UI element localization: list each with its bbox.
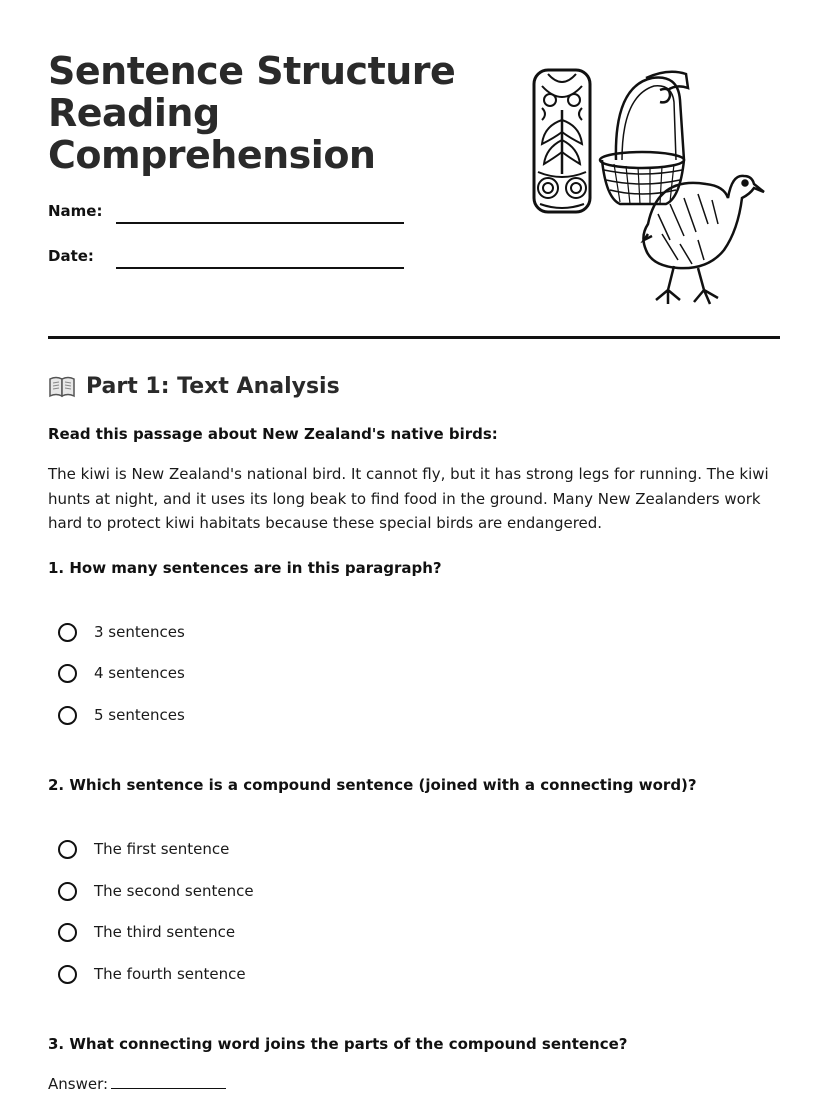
q1-option-1[interactable] bbox=[58, 620, 185, 644]
radio-button[interactable] bbox=[58, 706, 77, 725]
option-label: 3 sentences bbox=[94, 623, 185, 641]
radio-button[interactable] bbox=[58, 840, 77, 859]
answer-blank-line[interactable] bbox=[111, 1074, 226, 1089]
date-label: Date: bbox=[48, 247, 94, 265]
carved-pou-icon bbox=[534, 70, 590, 212]
title-line-2: Reading bbox=[48, 91, 220, 135]
book-icon bbox=[48, 375, 76, 399]
q2-option-2[interactable] bbox=[58, 879, 254, 903]
radio-button[interactable] bbox=[58, 882, 77, 901]
date-line[interactable] bbox=[116, 267, 404, 269]
part1-heading bbox=[48, 374, 340, 399]
answer-label: Answer: bbox=[48, 1075, 109, 1093]
q2-option-3[interactable] bbox=[58, 920, 235, 944]
radio-button[interactable] bbox=[58, 623, 77, 642]
option-label: The first sentence bbox=[94, 840, 230, 858]
kiwi-bird-icon bbox=[643, 176, 764, 304]
option-label: The fourth sentence bbox=[94, 965, 246, 983]
radio-button[interactable] bbox=[58, 965, 77, 984]
reading-passage: The kiwi is New Zealand's national bird. It cannot fly, but it has strong legs for running. The kiwi hunts at night, and it uses its long beak to find food in the ground. Many New Zealanders work hard to protect kiwi habitats because these special birds are endangered. bbox=[48, 465, 769, 532]
q1-option-3[interactable] bbox=[58, 703, 185, 727]
question-3: 3. What connecting word joins the parts of the compound sentence? bbox=[48, 1035, 628, 1053]
question-2: 2. Which sentence is a compound sentence (joined with a connecting word)? bbox=[48, 776, 697, 794]
option-label: The second sentence bbox=[94, 882, 254, 900]
option-label: The third sentence bbox=[94, 923, 236, 941]
name-line[interactable] bbox=[116, 222, 404, 224]
illustration bbox=[528, 64, 778, 310]
radio-button[interactable] bbox=[58, 664, 77, 683]
name-field[interactable] bbox=[48, 202, 408, 228]
page-title bbox=[48, 50, 455, 176]
option-label: 4 sentences bbox=[94, 664, 185, 682]
header-divider bbox=[48, 336, 780, 339]
passage-instruction: Read this passage about New Zealand's native birds: bbox=[48, 425, 498, 443]
q1-option-2[interactable] bbox=[58, 661, 185, 685]
radio-button[interactable] bbox=[58, 923, 77, 942]
date-field[interactable] bbox=[48, 247, 408, 273]
title-line-1: Sentence Structure bbox=[48, 49, 456, 93]
part1-heading-text: Part 1: Text Analysis bbox=[86, 374, 340, 399]
q3-answer[interactable] bbox=[48, 1074, 226, 1093]
q2-option-4[interactable] bbox=[58, 962, 246, 986]
kete-basket-icon bbox=[600, 72, 688, 204]
q2-option-1[interactable] bbox=[58, 837, 229, 861]
name-label: Name: bbox=[48, 202, 103, 220]
question-1: 1. How many sentences are in this paragraph? bbox=[48, 559, 442, 577]
option-label: 5 sentences bbox=[94, 706, 185, 724]
title-line-3: Comprehension bbox=[48, 133, 376, 177]
